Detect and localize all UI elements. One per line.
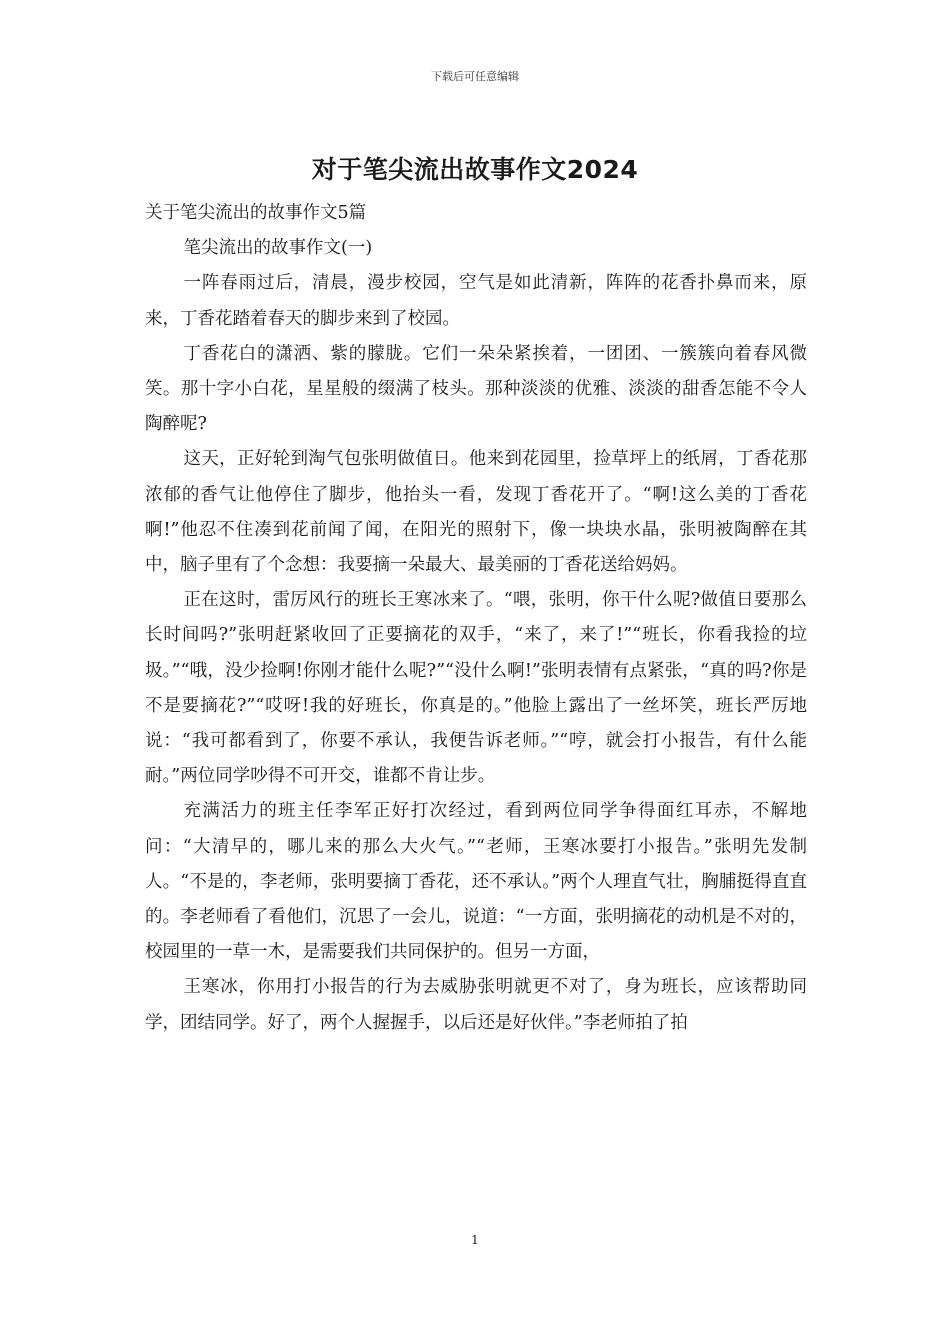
- document-body: [145, 196, 807, 1041]
- paragraph: 一阵春雨过后，清晨，漫步校园，空气是如此清新，阵阵的花香扑鼻而来，原来，丁香花踏着春天的脚步来到了校园。: [145, 273, 807, 329]
- section-heading: 笔尖流出的故事作文(一): [183, 238, 373, 259]
- paragraph: 丁香花白的潇洒、紫的朦胧。它们一朵朵紧挨着，一团团、一簇簇向着春风微笑。那十字小白花，星星般的缀满了枝头。那种淡淡的优雅、淡淡的甜香怎能不令人陶醉呢?: [145, 343, 807, 435]
- paragraph: 王寒冰，你用打小报告的行为去威胁张明就更不对了，身为班长，应该帮助同学，团结同学。好了，两个人握握手，以后还是好伙伴。”李老师拍了拍: [145, 977, 807, 1033]
- header-note: 下载后可任意编辑: [431, 70, 519, 83]
- document-title: 对于笔尖流出故事作文2024: [311, 155, 639, 184]
- page-number: 1: [471, 1233, 479, 1247]
- paragraph: 这天，正好轮到淘气包张明做值日。他来到花园里，捡草坪上的纸屑，丁香花那浓郁的香气让他停住了脚步，他抬头一看，发现丁香花开了。“啊!这么美的丁香花啊!”他忍不住凑到花前闻了闻，在阳光的照射下，像一块块水晶，张明被陶醉在其中，脑子里有了个念想：我要摘一朵最大、最美丽的丁香花送给妈妈。: [145, 449, 807, 576]
- paragraph: 充满活力的班主任李军正好打次经过，看到两位同学争得面红耳赤，不解地问：“大清早的，哪儿来的那么大火气。”“老师，王寒冰要打小报告。”张明先发制人。“不是的，李老师，张明要摘丁香花，还不承认。”两个人理直气壮，胸脯挺得直直的。李老师看了看他们，沉思了一会儿，说道：“一方面，张明摘花的动机是不对的，校园里的一草一木，是需要我们共同保护的。但另一方面，: [145, 801, 807, 963]
- document-subtitle: 关于笔尖流出的故事作文5篇: [145, 203, 367, 223]
- paragraph: 正在这时，雷厉风行的班长王寒冰来了。“喂，张明，你干什么呢?做值日要那么长时间吗?”张明赶紧收回了正要摘花的双手，“来了，来了!”“班长，你看我捡的垃圾。”“哦，没少捡啊!你刚才能什么呢?”“没什么啊!”张明表情有点紧张，“真的吗?你是不是要摘花?”“哎呀!我的好班长，你真是的。”他脸上露出了一丝坏笑，班长严厉地说：“我可都看到了，你要不承认，我便告诉老师。”“哼，就会打小报告，有什么能耐。”两位同学吵得不可开交，谁都不肯让步。: [145, 590, 807, 787]
